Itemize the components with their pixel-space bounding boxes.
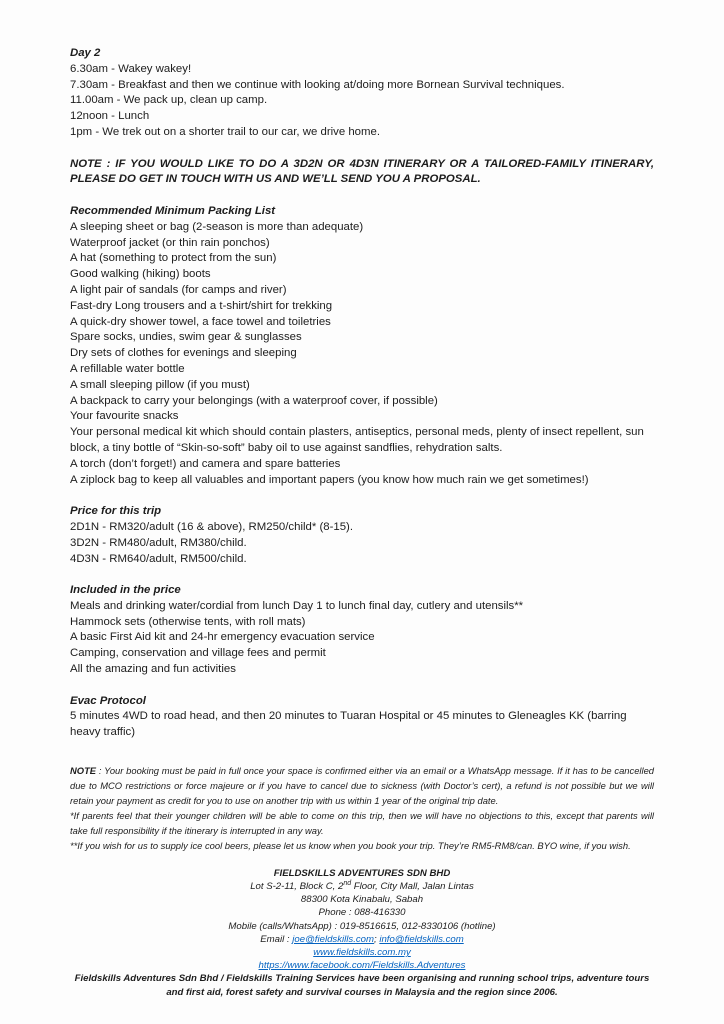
address-text: Floor, City Mall, Jalan Lintas <box>351 881 474 893</box>
spacer <box>70 141 654 157</box>
included-line: A basic First Aid kit and 24-hr emergency evacuation service <box>70 631 375 644</box>
price-list <box>70 520 654 567</box>
booking-terms <box>70 763 654 853</box>
facebook-line <box>70 959 654 972</box>
address-line-2: 88300 Kota Kinabalu, Sabah <box>300 894 424 906</box>
packing-item: A quick-dry shower towel, a face towel and toiletries <box>70 315 331 328</box>
packing-item: A ziplock bag to keep all valuables and important papers (you know how much rain we get sometimes!) <box>70 473 589 486</box>
evac-heading: Evac Protocol <box>70 694 146 707</box>
beers-note: **If you wish for us to supply ice cool beers, please let us know when you book your trip. They’re RM5-RM8/can. BYO wine, if you wish. <box>70 839 631 851</box>
packing-item: Fast-dry Long trousers and a t-shirt/shirt for trekking <box>70 299 333 312</box>
price-line: 4D3N - RM640/adult, RM500/child. <box>70 552 247 565</box>
email-line <box>70 933 654 946</box>
schedule-line: 1pm - We trek out on a shorter trail to our car, we drive home. <box>70 125 380 138</box>
included-line: Meals and drinking water/cordial from lunch Day 1 to lunch final day, cutlery and utensils** <box>70 599 524 612</box>
email-separator: ; <box>373 933 380 945</box>
company-footer <box>70 867 654 999</box>
packing-item: A hat (something to protect from the sun) <box>70 252 277 265</box>
spacer <box>70 567 654 583</box>
phone-line: Phone : 088-416330 <box>318 907 406 919</box>
packing-list-heading: Recommended Minimum Packing List <box>70 204 276 217</box>
spacer <box>70 488 654 504</box>
packing-item: Waterproof jacket (or thin rain ponchos) <box>70 236 270 249</box>
schedule-line: 6.30am - Wakey wakey! <box>70 62 192 75</box>
evac-text: 5 minutes 4WD to road head, and then 20 minutes to Tuaran Hospital or 45 minutes to Gleneagles KK (barring heavy traffic) <box>70 710 627 739</box>
packing-list <box>70 220 654 489</box>
spacer <box>70 741 654 757</box>
packing-item: Dry sets of clothes for evenings and sleeping <box>70 347 297 360</box>
packing-item: Your favourite snacks <box>70 410 179 423</box>
included-line: Hammock sets (otherwise tents, with roll mats) <box>70 615 306 628</box>
ordinal-superscript: nd <box>343 879 352 887</box>
website-link[interactable]: www.fieldskills.com.my <box>313 947 411 959</box>
included-heading: Included in the price <box>70 584 181 597</box>
schedule-line: 7.30am - Breakfast and then we continue with looking at/doing more Bornean Survival techniques. <box>70 78 565 91</box>
packing-item: A light pair of sandals (for camps and river) <box>70 283 287 296</box>
spacer <box>70 678 654 694</box>
itinerary-note: NOTE : IF YOU WOULD LIKE TO DO A 3D2N OR 4D3N ITINERARY OR A TAILORED-FAMILY ITINERARY, PLEASE DO GET IN TOUCH WITH US AND WE’LL SEND YOU A PROPOSAL. <box>70 157 654 186</box>
packing-item: Your personal medical kit which should contain plasters, antiseptics, personal meds, plenty of insect repellent, sun block, a tiny bottle of “Skin-so-soft” baby oil to use against sandflies, rehydration salts. <box>70 426 644 454</box>
packing-item: Spare socks, undies, swim gear & sunglasses <box>70 331 302 344</box>
schedule-line: 11.00am - We pack up, clean up camp. <box>70 94 268 107</box>
email-link-info[interactable]: info@fieldskills.com <box>379 933 464 945</box>
company-tagline: Fieldskills Adventures Sdn Bhd / Fieldskills Training Services have been organising and running school trips, adventure tours and first aid, forest safety and survival courses in Malaysia and the region since 2006. <box>74 973 650 998</box>
packing-item: A refillable water bottle <box>70 362 185 375</box>
note-label: NOTE <box>70 764 97 776</box>
packing-item: A backpack to carry your belongings (with a waterproof cover, if possible) <box>70 394 438 407</box>
price-line: 2D1N - RM320/adult (16 & above), RM250/child* (8-15). <box>70 520 353 533</box>
day2-schedule <box>70 62 654 141</box>
packing-item: A torch (don’t forget!) and camera and spare batteries <box>70 457 341 470</box>
included-list <box>70 599 654 678</box>
email-link-joe[interactable]: joe@fieldskills.com <box>292 933 374 945</box>
day2-heading: Day 2 <box>70 47 101 59</box>
booking-terms-text: : Your booking must be paid in full once your space is confirmed either via an email or a WhatsApp message. If it has to be cancelled due to MCO restrictions or force majeure or if you have to cancel due to sickness (with Doctor’s cert), a refund is not possible but we will retain your payment as credit for you to use on another trip with us within 1 year of the original trip date. <box>70 764 654 806</box>
schedule-line: 12noon - Lunch <box>70 110 150 123</box>
email-label: Email : <box>260 933 293 945</box>
included-line: Camping, conservation and village fees and permit <box>70 647 326 660</box>
price-line: 3D2N - RM480/adult, RM380/child. <box>70 536 247 549</box>
website-line <box>70 946 654 959</box>
included-line: All the amazing and fun activities <box>70 663 236 676</box>
facebook-link[interactable]: https://www.facebook.com/Fieldskills.Adventures <box>258 960 466 972</box>
price-heading: Price for this trip <box>70 505 162 518</box>
company-name: FIELDSKILLS ADVENTURES SDN BHD <box>273 867 451 879</box>
address-text: Lot S-2-11, Block C, 2 <box>250 881 344 893</box>
parents-note: *If parents feel that their younger children will be able to come on this trip, then we will have no objections to this, except that parents will take full responsibility if the itinerary is interrupted in any way. <box>70 809 654 836</box>
packing-item: A sleeping sheet or bag (2-season is more than adequate) <box>70 220 364 233</box>
booking-terms-paragraph <box>70 763 654 808</box>
mobile-line: Mobile (calls/WhatsApp) : 019-8516615, 012-8330106 (hotline) <box>228 920 496 932</box>
packing-item: A small sleeping pillow (if you must) <box>70 378 250 391</box>
packing-item: Good walking (hiking) boots <box>70 268 211 281</box>
spacer <box>70 188 654 204</box>
address-line-1 <box>70 880 654 893</box>
